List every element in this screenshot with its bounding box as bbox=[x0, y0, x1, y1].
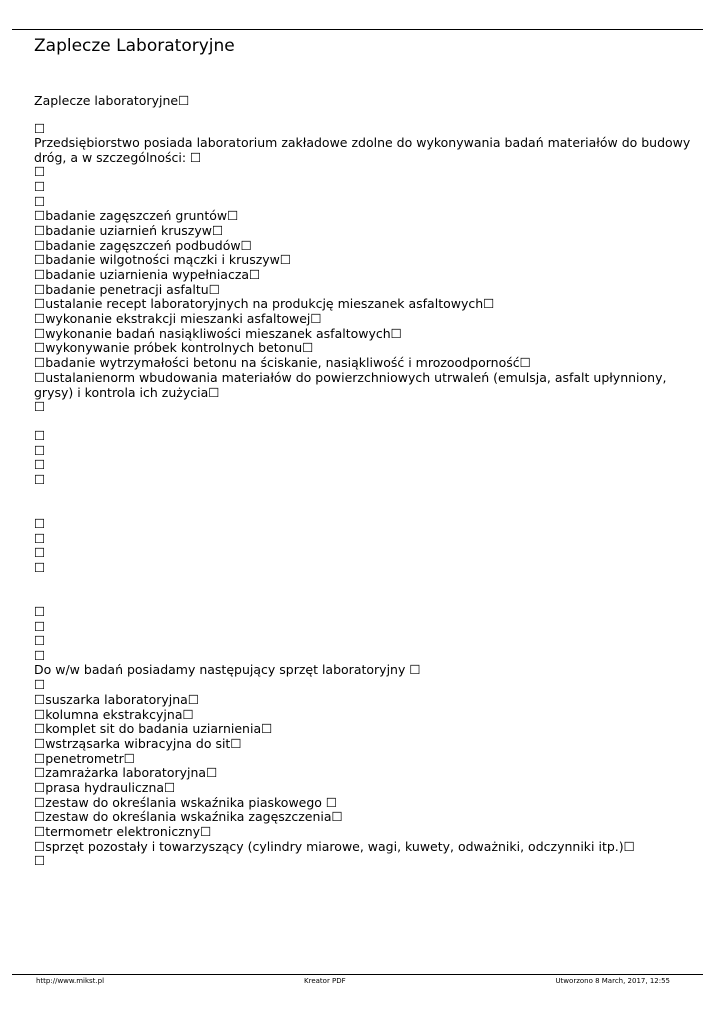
list-item: ☐badanie wytrzymałości betonu na ściskanie, nasiąkliwość i mrozoodporność☐ bbox=[34, 355, 531, 370]
text-line: ☐ bbox=[34, 677, 46, 692]
text-line: ☐ bbox=[34, 443, 46, 458]
text-line: ☐ bbox=[34, 194, 46, 209]
equipment-item: ☐zestaw do określania wskaźnika piaskowego ☐ bbox=[34, 795, 338, 810]
equipment-item: ☐sprzęt pozostały i towarzyszący (cylindry miarowe, wagi, kuwety, odważniki, odczynniki itp.)☐ bbox=[34, 839, 635, 854]
list-item: ☐wykonanie badań nasiąkliwości mieszanek asfaltowych☐ bbox=[34, 326, 402, 341]
text-line: ☐ bbox=[34, 516, 46, 531]
list-item: ☐badanie uziarnienia wypełniacza☐ bbox=[34, 267, 261, 282]
text-line: ☐ bbox=[34, 457, 46, 472]
text-line: ☐ bbox=[34, 853, 46, 868]
text-line: ☐ bbox=[34, 619, 46, 634]
text-line: Przedsiębiorstwo posiada laboratorium zakładowe zdolne do wykonywania badań materiałów do budowy dróg, a w szczególności: ☐ bbox=[34, 135, 691, 165]
list-item: ☐badanie zagęszczeń gruntów☐ bbox=[34, 208, 239, 223]
text-line: ☐ bbox=[34, 560, 46, 575]
text-line: ☐ bbox=[34, 164, 46, 179]
list-item: ☐wykonanie ekstrakcji mieszanki asfaltowej☐ bbox=[34, 311, 322, 326]
list-item: ☐wykonywanie próbek kontrolnych betonu☐ bbox=[34, 340, 314, 355]
list-item: ☐ustalanie recept laboratoryjnych na produkcję mieszanek asfaltowych☐ bbox=[34, 296, 495, 311]
equipment-item: ☐suszarka laboratoryjna☐ bbox=[34, 692, 200, 707]
equipment-item: ☐wstrząsarka wibracyjna do sit☐ bbox=[34, 736, 242, 751]
text-line: ☐ bbox=[34, 604, 46, 619]
text-line: ☐ bbox=[34, 472, 46, 487]
page-title: Zaplecze Laboratoryjne bbox=[34, 36, 235, 56]
list-item: ☐ustalanienorm wbudowania materiałów do powierzchniowych utrwaleń (emulsja, asfalt upłynniony, grysy) i kontrola ich zużycia☐ bbox=[34, 370, 667, 400]
text-line: ☐ bbox=[34, 633, 46, 648]
equipment-item: ☐prasa hydrauliczna☐ bbox=[34, 780, 176, 795]
footer-generator: Kreator PDF bbox=[304, 977, 346, 985]
text-line: Zaplecze laboratoryjne☐ bbox=[34, 93, 190, 108]
equipment-item: ☐zamrażarka laboratoryjna☐ bbox=[34, 765, 218, 780]
list-item: ☐badanie wilgotności mączki i kruszyw☐ bbox=[34, 252, 292, 267]
text-line: ☐ bbox=[34, 648, 46, 663]
footer-rule bbox=[12, 974, 703, 975]
text-line: ☐ bbox=[34, 399, 46, 414]
equipment-item: ☐komplet sit do badania uziarnienia☐ bbox=[34, 721, 273, 736]
equipment-item: ☐termometr elektroniczny☐ bbox=[34, 824, 212, 839]
list-item: ☐badanie uziarnień kruszyw☐ bbox=[34, 223, 224, 238]
equipment-item: ☐kolumna ekstrakcyjna☐ bbox=[34, 707, 194, 722]
text-line: ☐ bbox=[34, 531, 46, 546]
text-line: Do w/w badań posiadamy następujący sprzęt laboratoryjny ☐ bbox=[34, 662, 421, 677]
footer-url-link[interactable]: http://www.mikst.pl bbox=[36, 977, 105, 985]
equipment-item: ☐penetrometr☐ bbox=[34, 751, 135, 766]
text-line: ☐ bbox=[34, 121, 46, 136]
footer-created-date: Utworzono 8 March, 2017, 12:55 bbox=[555, 977, 670, 985]
equipment-item: ☐zestaw do określania wskaźnika zagęszczenia☐ bbox=[34, 809, 343, 824]
list-item: ☐badanie zagęszczeń podbudów☐ bbox=[34, 238, 252, 253]
list-item: ☐badanie penetracji asfaltu☐ bbox=[34, 282, 220, 297]
text-line: ☐ bbox=[34, 545, 46, 560]
text-line: ☐ bbox=[34, 179, 46, 194]
text-line: ☐ bbox=[34, 428, 46, 443]
